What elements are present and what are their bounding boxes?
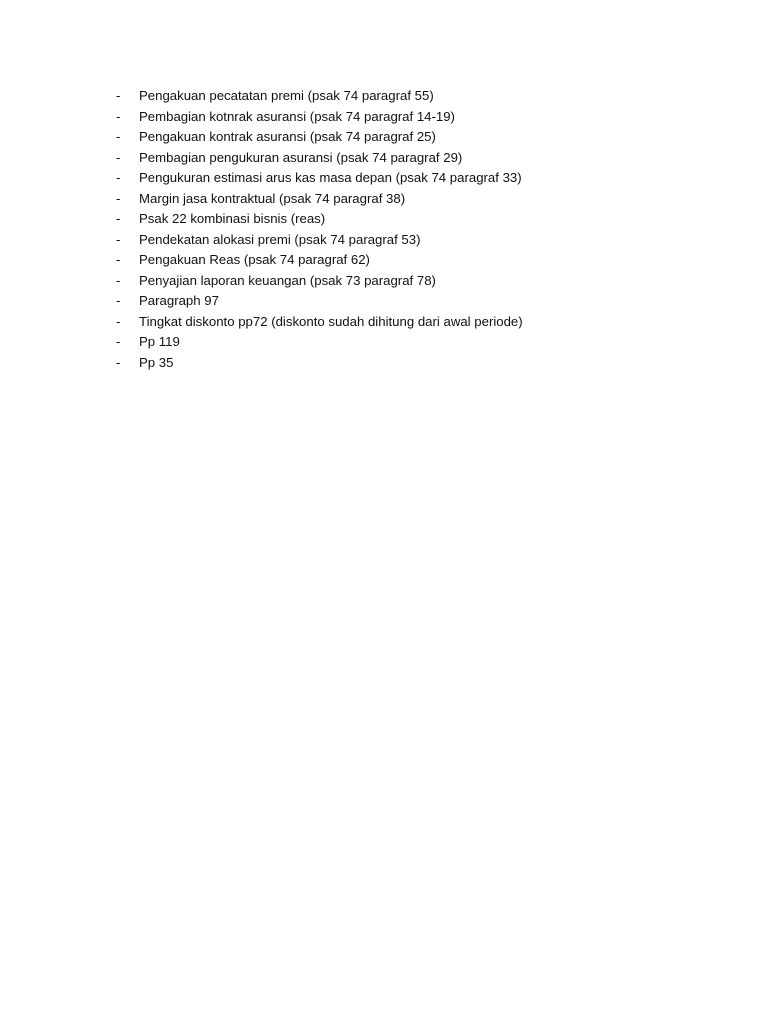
list-item-text: Pendekatan alokasi premi (psak 74 paragraf 53) <box>139 231 421 247</box>
list-item-text: Pengukuran estimasi arus kas masa depan (psak 74 paragraf 33) <box>139 170 522 185</box>
bullet-dash: - <box>116 190 121 206</box>
bullet-dash: - <box>116 211 121 226</box>
list-item-text: Pengakuan pecatatan premi (psak 74 paragraf 55) <box>139 88 434 103</box>
list-item-text: Pengakuan kontrak asuransi (psak 74 paragraf 25) <box>139 129 436 144</box>
list-item-text: Psak 22 kombinasi bisnis (reas) <box>139 211 326 226</box>
bullet-dash: - <box>116 313 121 329</box>
bullet-dash: - <box>116 231 121 247</box>
bullet-dash: - <box>116 108 121 124</box>
bullet-dash: - <box>116 252 121 267</box>
list-item-text: Pembagian pengukuran asuransi (psak 74 paragraf 29) <box>139 149 463 165</box>
list-item-text: Pp 119 <box>139 334 180 349</box>
bullet-dash: - <box>116 88 121 103</box>
bullet-dash: - <box>116 272 121 288</box>
list-item-text: Margin jasa kontraktual (psak 74 paragraf 38) <box>139 190 406 206</box>
bullet-dash: - <box>116 293 121 308</box>
bullet-dash: - <box>116 149 121 165</box>
list-item-text: Paragraph 97 <box>139 293 219 308</box>
bullet-dash: - <box>116 129 121 144</box>
bullet-dash: - <box>116 354 121 370</box>
list-item-text: Pembagian kotnrak asuransi (psak 74 paragraf 14-19) <box>139 108 455 124</box>
bullet-dash: - <box>116 170 121 185</box>
list-item-text: Pp 35 <box>139 354 174 370</box>
list-item-text: Pengakuan Reas (psak 74 paragraf 62) <box>139 252 370 267</box>
bullet-dash: - <box>116 334 121 349</box>
list-item-text: Penyajian laporan keuangan (psak 73 paragraf 78) <box>139 272 436 288</box>
list-item-text: Tingkat diskonto pp72 (diskonto sudah dihitung dari awal periode) <box>139 313 523 329</box>
